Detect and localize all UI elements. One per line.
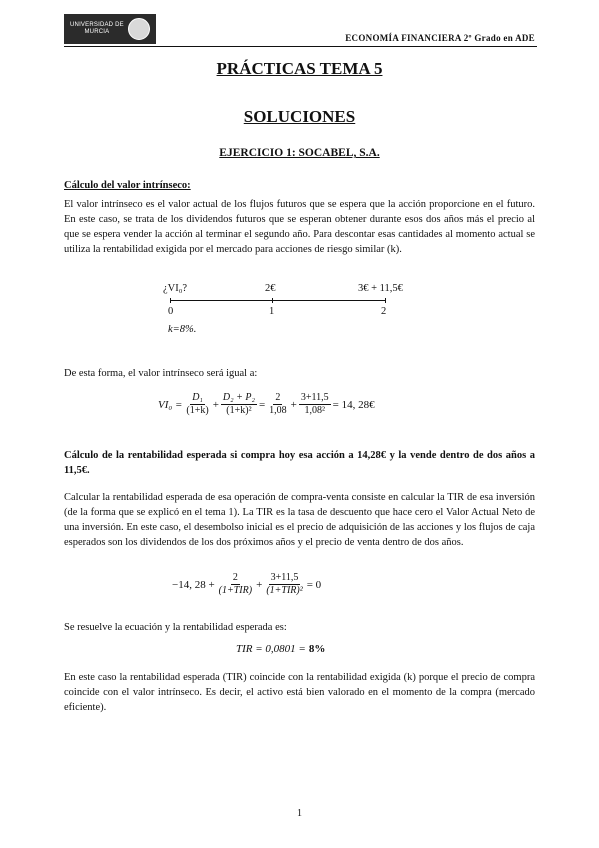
eq1-fraction-3: [267, 392, 289, 417]
intrinsic-value-equation: [158, 392, 375, 417]
timeline-label-2: 3€ + 11,5€: [358, 283, 403, 294]
timeline-t2: 2: [381, 306, 387, 317]
eq1-f2-den: (1+k)²: [226, 405, 252, 416]
section1-heading: Cálculo del valor intrínseco:: [64, 180, 191, 191]
tir-result-line: [236, 643, 325, 655]
eq1-f2-num: D₂ + P₂: [222, 392, 255, 403]
page-number: 1: [297, 808, 302, 819]
eq2-rhs: = 0: [306, 578, 322, 591]
timeline-label-1: 2€: [265, 283, 276, 294]
eq2-fraction-2: [264, 572, 304, 597]
eq2-f1-den: (1+TIR): [218, 585, 253, 596]
eq1-f1-den: (1+k): [186, 405, 209, 416]
eq1-f3-den: 1,08: [269, 405, 287, 416]
logo-line-1: UNIVERSIDAD DE: [70, 22, 124, 28]
eq1-f3-num: 2: [275, 392, 281, 403]
eq1-result: = 14, 28€: [332, 398, 375, 411]
eq1-plus-2: +: [290, 398, 297, 411]
timeline-t0: 0: [168, 306, 174, 317]
timeline-rate: k=8%.: [168, 324, 197, 335]
timeline-tick-2: [385, 298, 386, 303]
eq2-lhs: −14, 28 +: [172, 578, 215, 591]
timeline-t1: 1: [269, 306, 275, 317]
conclusion-paragraph: En este caso la rentabilidad esperada (TIR) coincide con la rentabilidad exigida (k) porque el precio de compra coincide con el valor intrínseco. Es decir, el activo está bien valorado en el momento de la compra (mercado eficiente).: [64, 672, 535, 713]
eq1-f4-den: 1,08²: [304, 405, 326, 416]
eq1-fraction-4: [299, 392, 331, 417]
course-header: ECONOMÍA FINANCIERA 2º Grado en ADE: [345, 33, 535, 43]
eq1-equals: =: [258, 398, 266, 411]
eq1-f4-num: 3+11,5: [300, 392, 329, 403]
section1-paragraph: El valor intrínseco es el valor actual de los flujos futuros que se espera que la acción proporcione en el futuro. En este caso, se trata de los dividendos futuros que se esperan obtener durante esos dos años más el precio al que se espera vender la acción al terminar el segundo año. Para descontar esas cantidades al momento actual se utiliza la rentabilidad exigida por el mercado para acciones de riesgo similar (k).: [64, 199, 535, 255]
tir-equation: [172, 572, 321, 597]
university-logo: [64, 14, 156, 44]
timeline-axis: [170, 300, 386, 301]
eq2-f1-num: 2: [232, 572, 238, 583]
exercise-title: EJERCICIO 1: SOCABEL, S.A.: [219, 147, 380, 159]
header-divider: [64, 46, 537, 47]
tir-lhs: TIR = 0,0801 =: [236, 643, 306, 655]
logo-line-2: MURCIA: [84, 29, 110, 35]
eq2-f2-num: 3+11,5: [270, 572, 299, 583]
page-title: PRÁCTICAS TEMA 5: [216, 59, 383, 78]
timeline-tick-1: [272, 298, 273, 303]
university-seal-icon: [128, 18, 150, 40]
timeline-tick-0: [170, 298, 171, 303]
section2-paragraph: Calcular la rentabilidad esperada de esa operación de compra-venta consiste en calcular la TIR de esa inversión (de la forma que se explicó en el tema 1). La TIR es la tasa de descuento que hace cero el Valor Actual Neto de una inversión. En este caso, el desembolso inicial es el precio de adquisición de las acciones y los flujos de caja esperados son los dividendos de los dos próximos años y el precio de venta dentro de dos años.: [64, 492, 535, 548]
solve-text: Se resuelve la ecuación y la rentabilidad esperada es:: [64, 622, 287, 633]
eq1-fraction-1: [184, 392, 210, 417]
eq2-fraction-1: [217, 572, 254, 597]
eq1-plus-1: +: [212, 398, 219, 411]
section1-eq-intro: De esta forma, el valor intrínseco será igual a:: [64, 368, 258, 379]
page-subtitle: SOLUCIONES: [243, 107, 356, 126]
timeline-label-0: ¿VI₀?: [163, 283, 188, 294]
tir-result: 8%: [308, 643, 326, 655]
eq2-plus: +: [256, 578, 263, 591]
eq1-fraction-2: [221, 392, 257, 417]
eq2-f2-den: (1+TIR)²: [266, 585, 303, 596]
logo-text: [70, 22, 124, 36]
eq1-f1-num: D₁: [192, 392, 203, 403]
eq1-lhs: VI₀ =: [158, 398, 183, 411]
section2-heading: Cálculo de la rentabilidad esperada si compra hoy esa acción a 14,28€ y la vende dentro de dos años a 11,5€.: [64, 450, 535, 476]
